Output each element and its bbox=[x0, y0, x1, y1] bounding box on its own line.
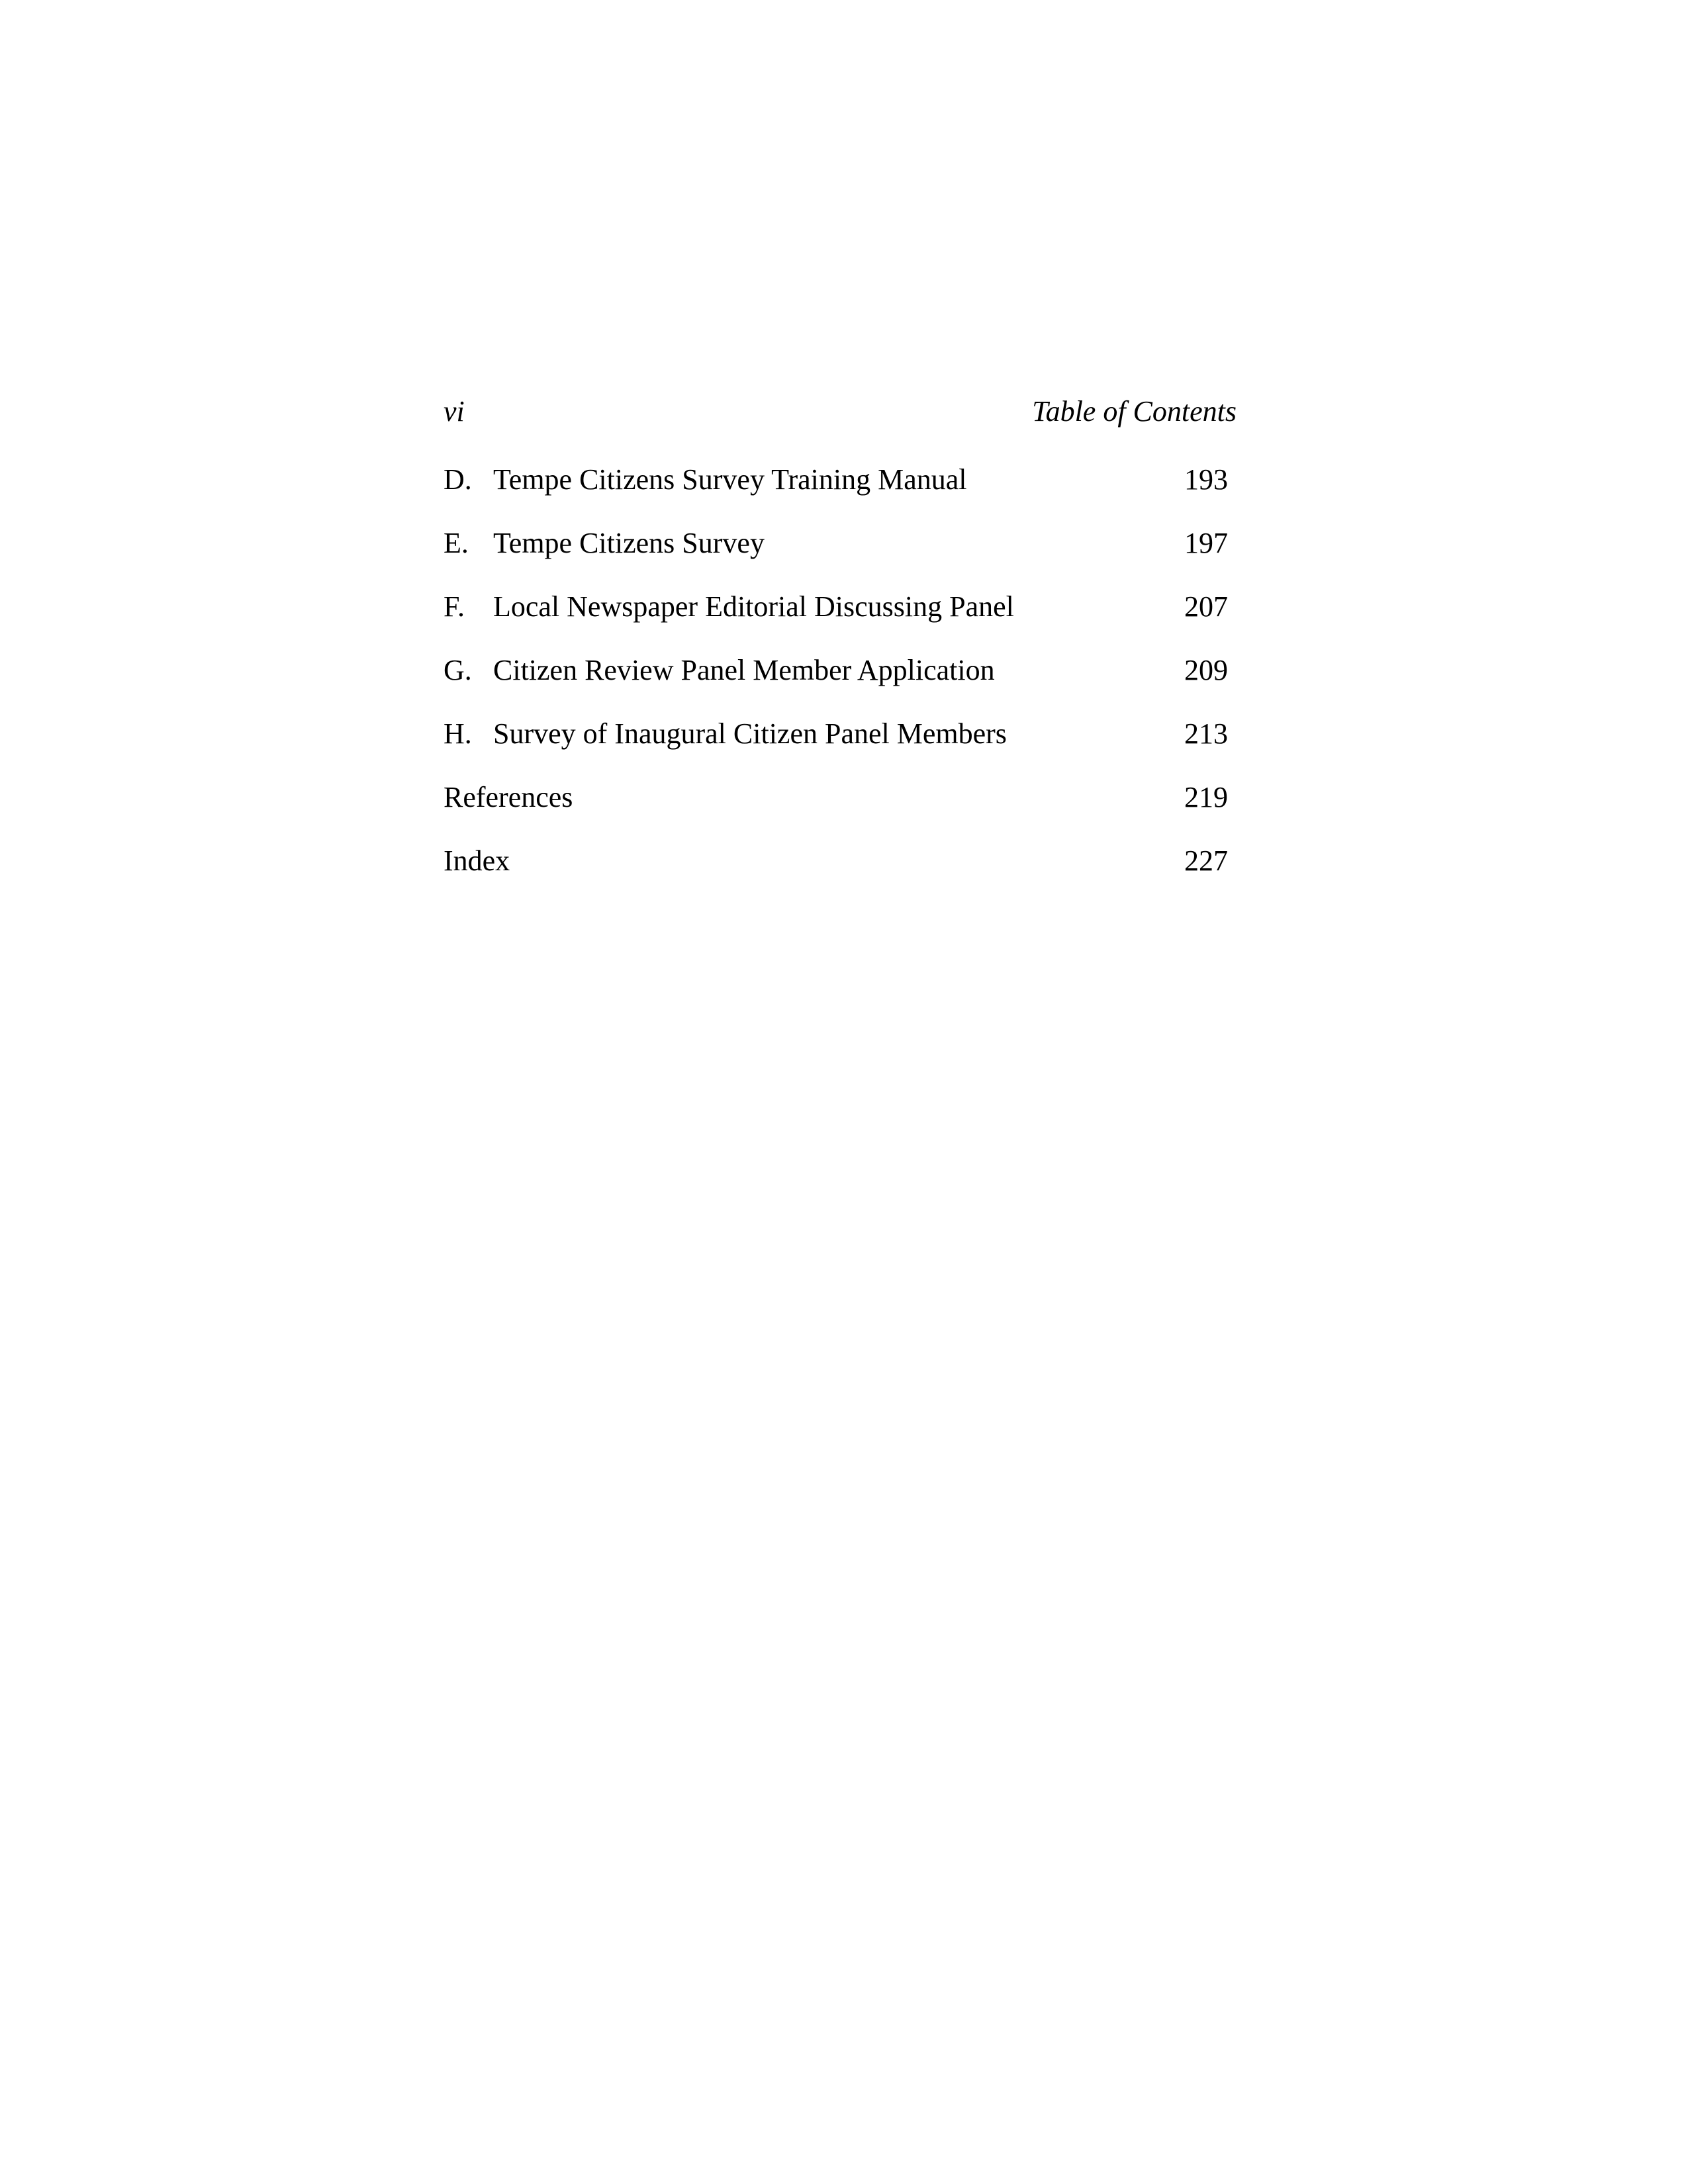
toc-entry-page: 219 bbox=[1184, 781, 1228, 813]
toc-entry bbox=[444, 714, 1237, 778]
toc-entry-page: 193 bbox=[1184, 463, 1228, 496]
toc-entry-letter: F. bbox=[444, 590, 465, 623]
toc-entry bbox=[444, 651, 1237, 714]
table-of-contents bbox=[444, 460, 1237, 905]
toc-entry-page: 213 bbox=[1184, 717, 1228, 750]
toc-entry-letter: D. bbox=[444, 463, 472, 496]
toc-entry-title: Tempe Citizens Survey Training Manual bbox=[493, 463, 967, 496]
toc-entry-page: 197 bbox=[1184, 527, 1228, 559]
toc-entry-page: 209 bbox=[1184, 654, 1228, 686]
running-head-title: Table of Contents bbox=[1032, 395, 1237, 428]
toc-entry bbox=[444, 523, 1237, 587]
toc-entry-page: 227 bbox=[1184, 844, 1228, 877]
toc-entry-references bbox=[444, 778, 1237, 841]
toc-entry-index bbox=[444, 841, 1237, 905]
toc-entry-title: Tempe Citizens Survey bbox=[493, 527, 765, 559]
toc-entry-title: Index bbox=[444, 844, 510, 877]
toc-entry-title: Survey of Inaugural Citizen Panel Members bbox=[493, 717, 1007, 750]
toc-entry bbox=[444, 460, 1237, 523]
toc-entry-letter: H. bbox=[444, 717, 472, 750]
toc-entry bbox=[444, 587, 1237, 651]
running-head bbox=[444, 392, 1237, 432]
page-number-folio: vi bbox=[444, 395, 465, 428]
toc-entry-page: 207 bbox=[1184, 590, 1228, 623]
toc-entry-title: Local Newspaper Editorial Discussing Panel bbox=[493, 590, 1014, 623]
toc-entry-letter: G. bbox=[444, 654, 472, 686]
toc-entry-title: References bbox=[444, 781, 573, 813]
toc-entry-letter: E. bbox=[444, 527, 469, 559]
toc-entry-title: Citizen Review Panel Member Application bbox=[493, 654, 995, 686]
